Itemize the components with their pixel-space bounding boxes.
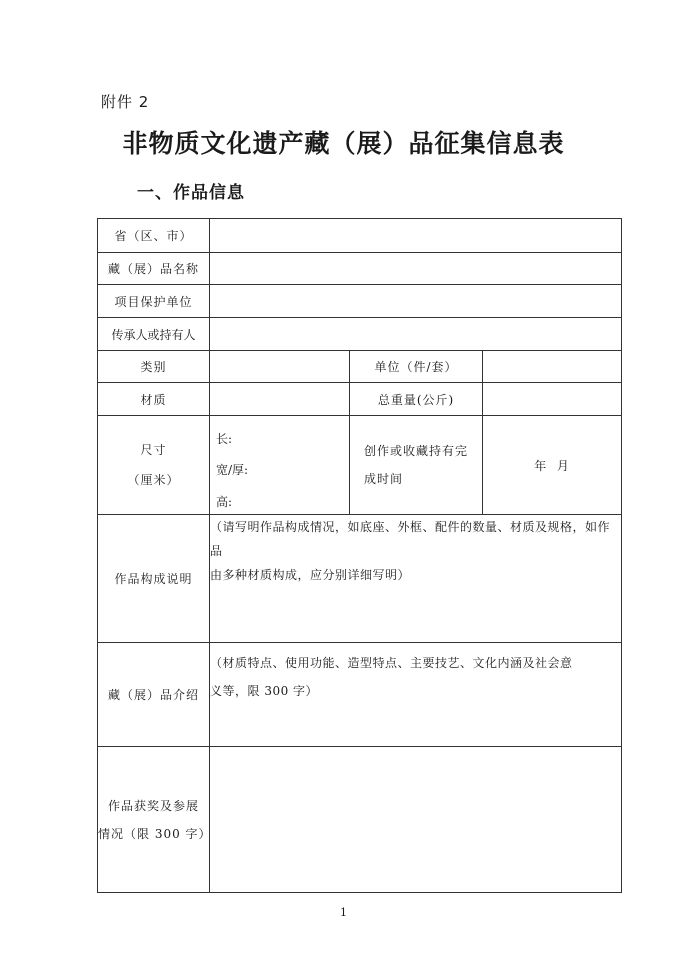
row-category: [98, 351, 622, 383]
row-province: [98, 219, 622, 253]
row-awards: [98, 747, 622, 893]
awards-label: [98, 747, 210, 893]
protection-unit-label: 项目保护单位: [98, 285, 210, 318]
composition-label: 作品构成说明: [98, 515, 210, 643]
total-weight-label: 总重量(公斤): [350, 383, 483, 416]
composition-note-line2: 由多种材质构成，应分别详细写明）: [210, 568, 411, 582]
size-width-label: 宽/厚:: [216, 463, 249, 477]
province-field[interactable]: [210, 219, 622, 253]
awards-field[interactable]: [210, 747, 622, 893]
intro-note-line1: （材质特点、使用功能、造型特点、主要技艺、文化内涵及社会意: [210, 656, 573, 670]
row-protection-unit: [98, 285, 622, 318]
intro-note-line2: 义等，限 300 字）: [210, 684, 319, 698]
row-composition: [98, 515, 622, 643]
material-label: 材质: [98, 383, 210, 416]
year-month-text: 年 月: [534, 458, 570, 473]
completion-time-field[interactable]: [483, 416, 622, 515]
page-number: 1: [340, 906, 347, 919]
size-height-label: 高:: [216, 495, 233, 509]
unit-label: 单位（件/套）: [350, 351, 483, 383]
intro-label: 藏（展）品介绍: [98, 643, 210, 747]
intro-field[interactable]: [210, 643, 622, 747]
completion-time-label: [350, 416, 483, 515]
row-intro: [98, 643, 622, 747]
composition-note-line1: （请写明作品构成情况，如底座、外框、配件的数量、材质及规格，如作品: [210, 520, 611, 558]
material-field[interactable]: [210, 383, 350, 416]
document-title: 非物质文化遗产藏（展）品征集信息表: [122, 129, 565, 158]
size-label-line1: 尺寸: [140, 443, 167, 457]
total-weight-field[interactable]: [483, 383, 622, 416]
section-title: 一、作品信息: [137, 183, 245, 203]
province-label: 省（区、市）: [98, 219, 210, 253]
inheritor-label: 传承人或持有人: [98, 318, 210, 351]
size-field[interactable]: [210, 416, 350, 515]
protection-unit-field[interactable]: [210, 285, 622, 318]
unit-field[interactable]: [483, 351, 622, 383]
item-name-label: 藏（展）品名称: [98, 253, 210, 285]
awards-label-line1: 作品获奖及参展: [107, 798, 199, 813]
size-label-line2: （厘米）: [127, 473, 180, 487]
completion-label-line1: 创作或收藏持有完: [363, 444, 468, 458]
row-inheritor: [98, 318, 622, 351]
completion-label-line2: 成时间: [364, 472, 404, 486]
row-material: [98, 383, 622, 416]
category-label: 类别: [98, 351, 210, 383]
inheritor-field[interactable]: [210, 318, 622, 351]
awards-label-line2: 情况（限 300 字）: [98, 826, 212, 841]
info-form-table: [97, 218, 622, 893]
item-name-field[interactable]: [210, 253, 622, 285]
row-size: [98, 416, 622, 515]
category-field[interactable]: [210, 351, 350, 383]
composition-field[interactable]: [210, 515, 622, 643]
row-item-name: [98, 253, 622, 285]
attachment-label: 附件 2: [101, 93, 150, 111]
size-length-label: 长:: [216, 432, 233, 446]
size-label: [98, 416, 210, 515]
